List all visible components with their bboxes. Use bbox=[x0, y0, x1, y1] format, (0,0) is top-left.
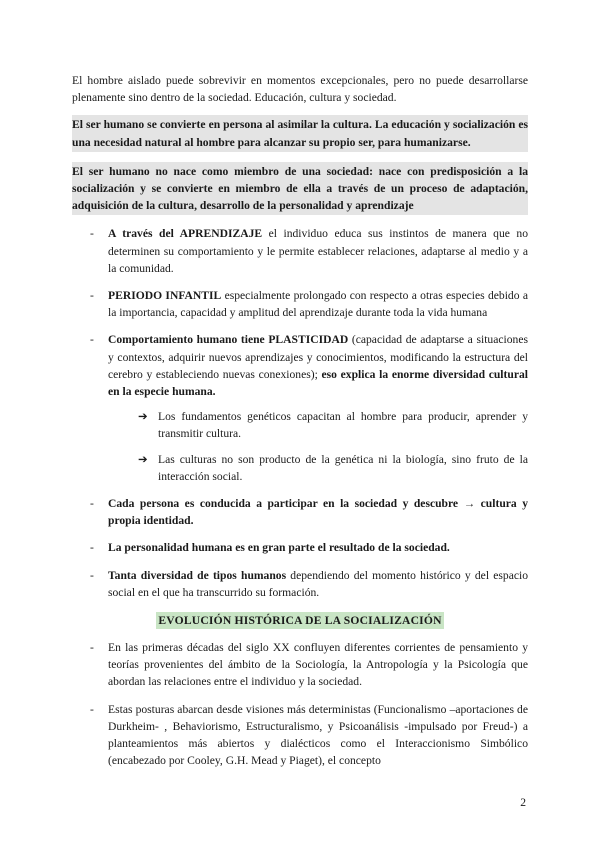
main-bullet-list bbox=[72, 225, 528, 601]
dash-marker: - bbox=[90, 641, 94, 655]
bullet-cada-persona-text: Cada persona es conducida a participar en la sociedad y descubre → cultura y propia identidad. bbox=[108, 497, 528, 528]
bullet-periodo-infantil bbox=[72, 287, 528, 321]
section-heading: EVOLUCIÓN HISTÓRICA DE LA SOCIALIZACIÓN bbox=[158, 614, 442, 628]
bullet-personalidad bbox=[72, 539, 528, 556]
page-number: 2 bbox=[520, 796, 526, 809]
dash-marker: - bbox=[90, 289, 94, 303]
highlight-paragraph-2: El ser humano no nace como miembro de una sociedad: nace con predisposición a la socialización y se convierte en miembro de ella a través de un proceso de adaptación, adquisición de la cultura, desarrollo de la personalidad y aprendizaje bbox=[72, 162, 528, 216]
document-page bbox=[72, 72, 528, 780]
bullet-aprendizaje bbox=[72, 225, 528, 277]
bullet-plasticidad bbox=[72, 331, 528, 485]
section-bullet-posturas bbox=[72, 701, 528, 770]
bullet-aprendizaje-text: el individuo educa sus instintos de manera que no determinen su comportamiento y le permite establecer relaciones, adaptarse al medio y a la comunidad. bbox=[108, 227, 528, 275]
bullet-diversidad-text: dependiendo del momento histórico y del espacio social en el que ha transcurrido su formación. bbox=[108, 568, 529, 599]
section-heading-wrap bbox=[72, 611, 528, 629]
section-bullet-primeras-decadas bbox=[72, 639, 528, 691]
bullet-cada-persona bbox=[72, 495, 528, 529]
bullet-aprendizaje-bold: A través del APRENDIZAJE bbox=[108, 227, 263, 241]
bullet-plasticidad-bold-2: eso explica la enorme diversidad cultural en la especie humana. bbox=[108, 367, 529, 399]
bullet-diversidad-bold: Tanta diversidad de tipos humanos bbox=[108, 568, 287, 582]
sub-bullet-culturas bbox=[124, 451, 528, 485]
sub-bullet-list bbox=[108, 408, 528, 485]
section-bullet-list bbox=[72, 639, 528, 769]
sub-bullet-geneticos bbox=[124, 408, 528, 442]
arrow-icon: ➔ bbox=[138, 410, 148, 424]
arrow-icon: ➔ bbox=[138, 452, 148, 466]
sub-bullet-geneticos-text: Los fundamentos genéticos capacitan al hombre para producir, aprender y transmitir cultura. bbox=[158, 410, 528, 441]
intro-paragraph: El hombre aislado puede sobrevivir en momentos excepcionales, pero no puede desarrollarse plenamente sino dentro de la sociedad. Educación, cultura y sociedad. bbox=[72, 74, 528, 105]
dash-marker: - bbox=[90, 227, 94, 241]
section-bullet-posturas-text: Estas posturas abarcan desde visiones más deterministas (Funcionalismo –aportaciones de Durkheim- , Behaviorismo, Estructuralismo, y Psicoanálisis -impulsado por Freud-) a planteamientos más abiertos y dialécticos como el Interaccionismo Simbólico (encabezado por Cooley, G.H. Mead y Piaget), el concepto bbox=[108, 702, 528, 768]
bullet-diversidad bbox=[72, 567, 528, 601]
dash-marker: - bbox=[90, 497, 94, 511]
section-bullet-primeras-decadas-text: En las primeras décadas del siglo XX confluyen diferentes corrientes de pensamiento y teorías provenientes del ámbito de la Sociología, la Antropología y la Psicología que abordan las relaciones entre el individuo y la sociedad. bbox=[108, 641, 528, 689]
sub-bullet-culturas-text: Las culturas no son producto de la genética ni la biología, sino fruto de la interacción social. bbox=[158, 452, 528, 483]
bullet-plasticidad-text: (capacidad de adaptarse a situaciones y contextos, adquirir nuevos aprendizajes y conocimientos, modificando la estructura del cerebro y estableciendo nuevas conexiones); bbox=[108, 333, 528, 381]
bullet-periodo-infantil-text: especialmente prolongado con respecto a otras especies debido a la importancia, capacidad y amplitud del aprendizaje durante toda la vida humana bbox=[108, 289, 528, 320]
bullet-personalidad-text: La personalidad humana es en gran parte el resultado de la sociedad. bbox=[108, 541, 450, 555]
dash-marker: - bbox=[90, 702, 94, 716]
dash-marker: - bbox=[90, 541, 94, 555]
dash-marker: - bbox=[90, 333, 94, 347]
dash-marker: - bbox=[90, 568, 94, 582]
bullet-plasticidad-bold: Comportamiento humano tiene PLASTICIDAD bbox=[108, 333, 349, 347]
bullet-periodo-infantil-bold: PERIODO INFANTIL bbox=[108, 289, 222, 303]
highlight-paragraph-1: El ser humano se convierte en persona al asimilar la cultura. La educación y socialización es una necesidad natural al hombre para alcanzar su propio ser, para humanizarse. bbox=[72, 115, 528, 151]
